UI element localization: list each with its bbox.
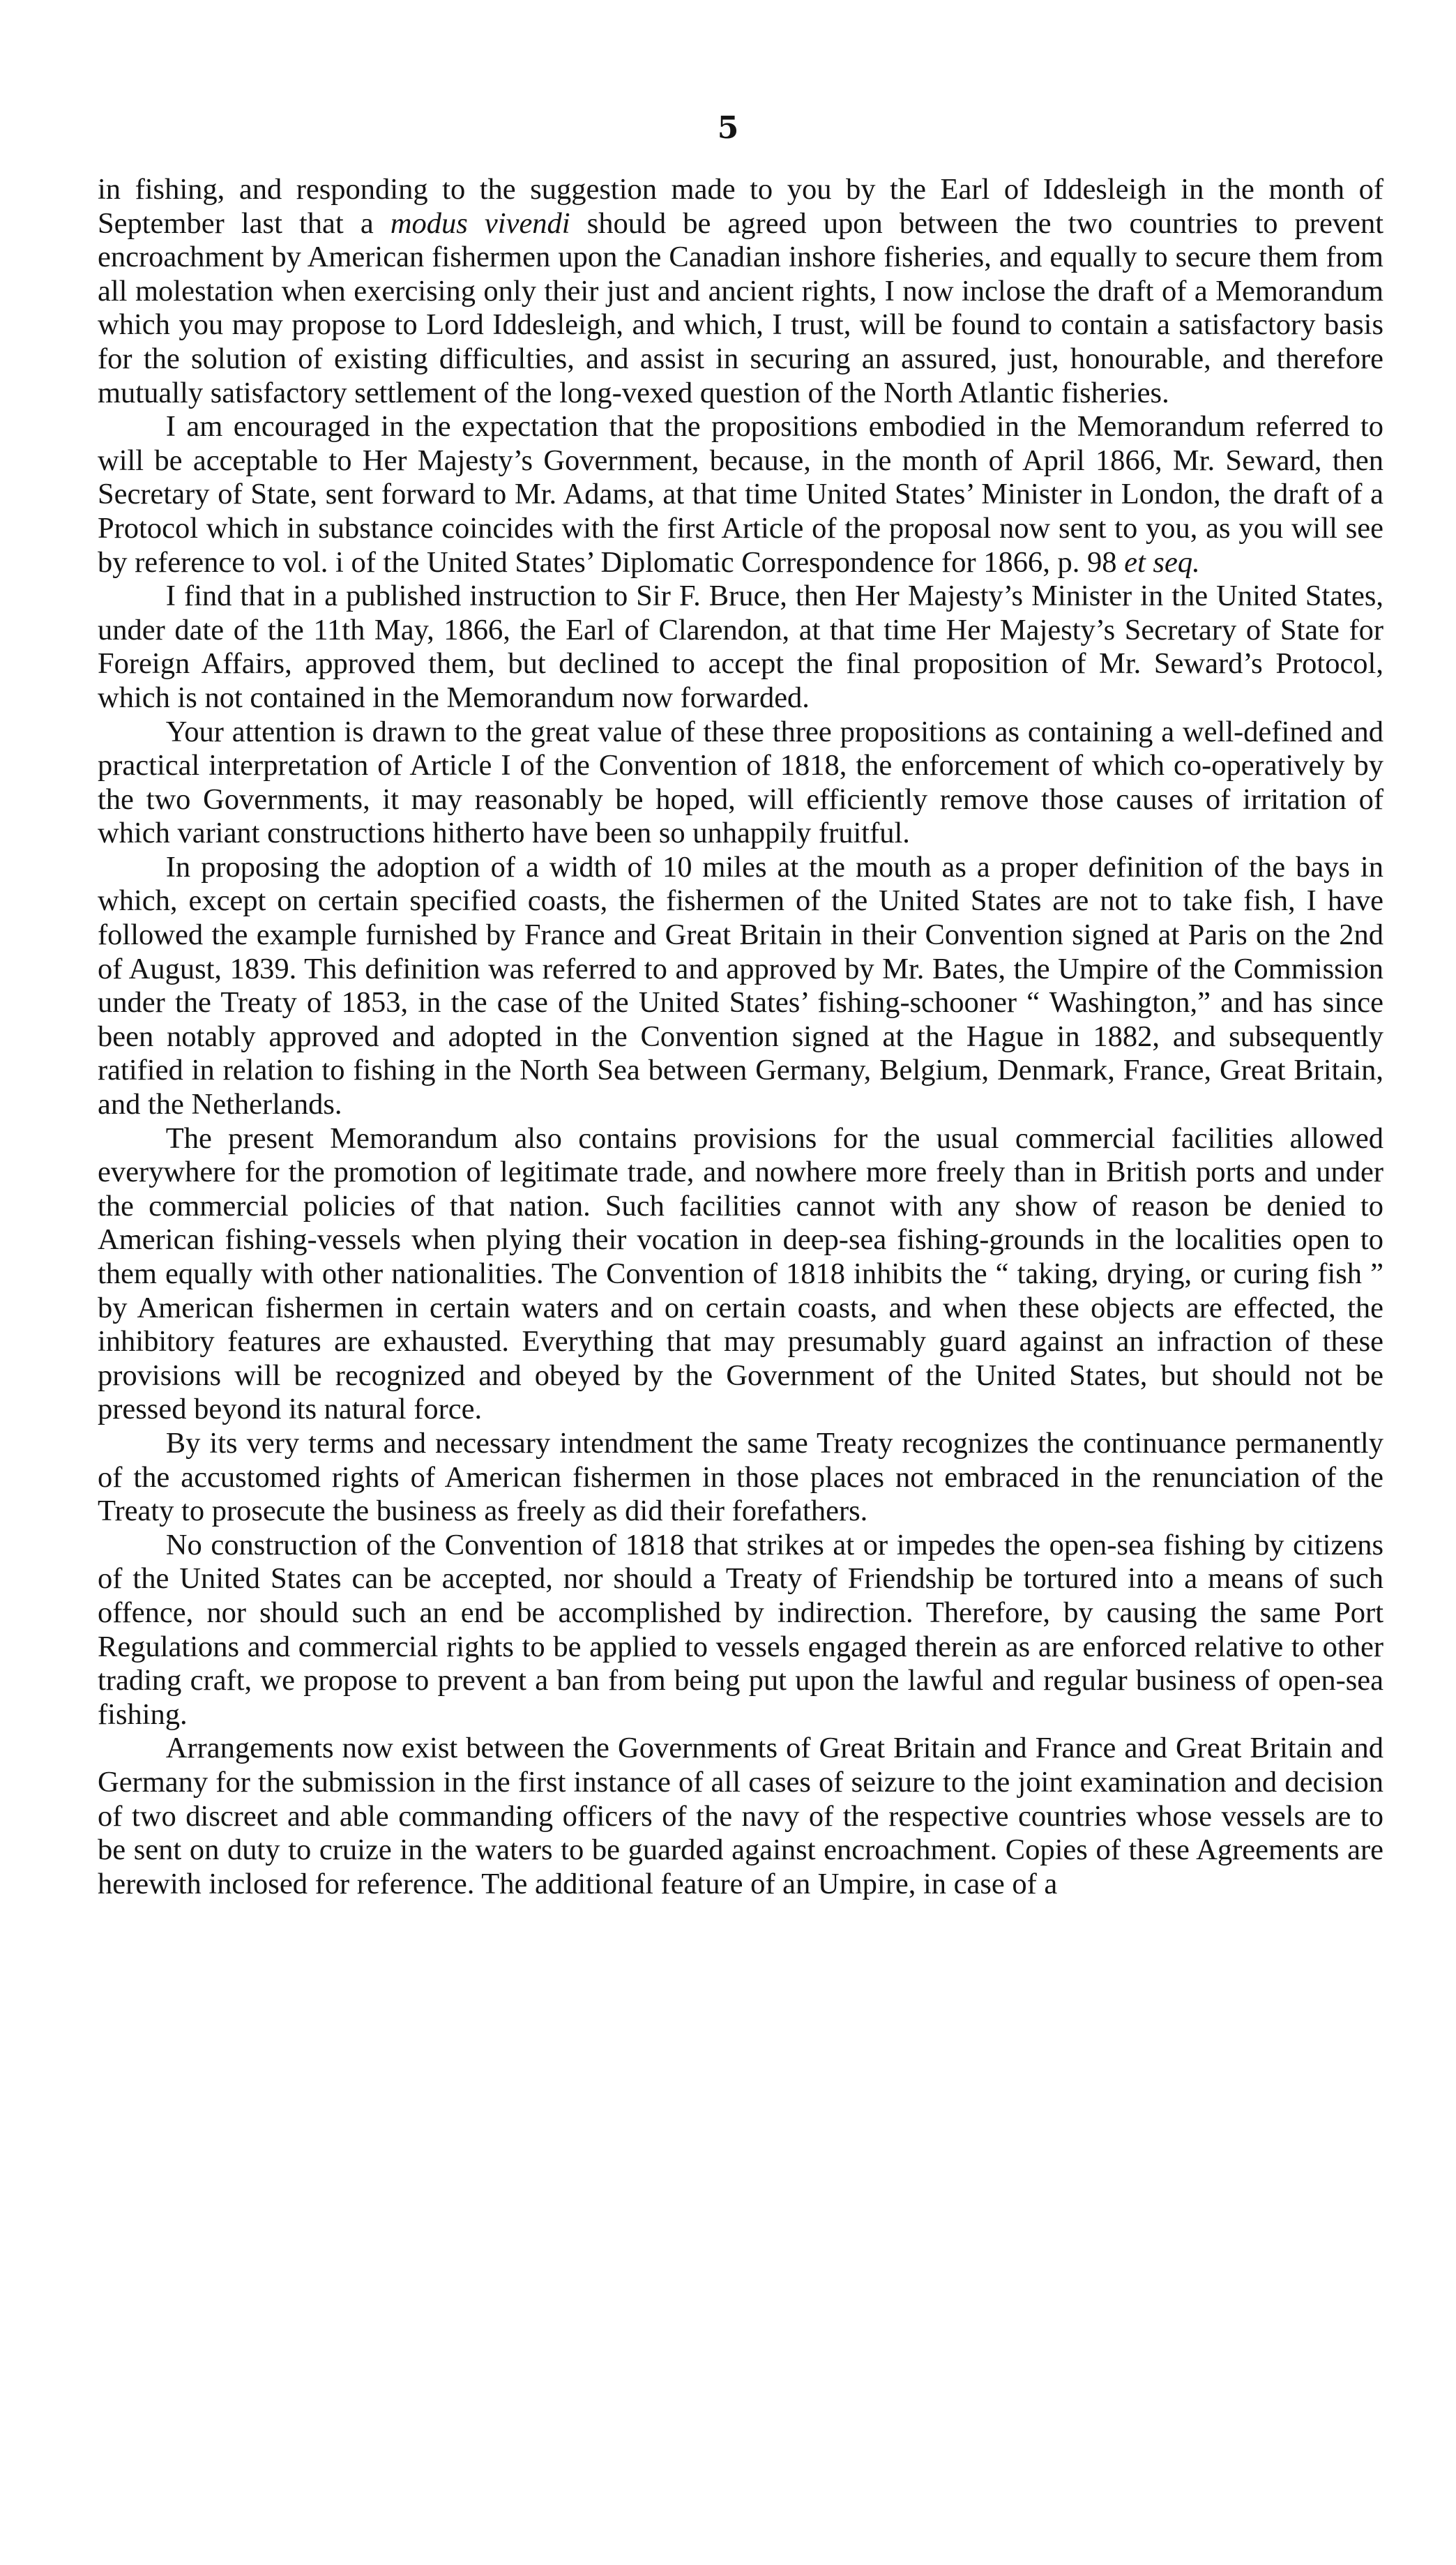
paragraph-7 <box>98 1427 1383 1529</box>
paragraph-2-emphasis: et seq. <box>1124 545 1200 579</box>
paragraph-6 <box>98 1122 1383 1427</box>
paragraph-9-text: Arrangements now exist between the Governments of Great Britain and France and Great Britain and Germany for the submission in the first instance of all cases of seizure to the joint examination and decision of two discreet and able commanding officers of the navy of the respective countries whose vessels are to be sent on duty to cruize in the waters to be guarded against encroachment. Copies of these Agreements are herewith inclosed for reference. The additional feature of an Umpire, in case of a <box>98 1732 1383 1900</box>
paragraph-3-text: I find that in a published instruction to Sir F. Bruce, then Her Majesty’s Minister in the United States, under date of the 11th May, 1866, the Earl of Clarendon, at that time Her Majesty’s Secretary of State for Foreign Affairs, approved them, but declined to accept the final proposition of Mr. Seward’s Protocol, which is not contained in the Memorandum now forwarded. <box>98 580 1383 714</box>
body-text <box>98 173 1383 1901</box>
paragraph-2 <box>98 410 1383 580</box>
paragraph-1 <box>98 173 1383 410</box>
paragraph-1-text-end: should be agreed upon between the two countries to prevent encroachment by American fishermen upon the Canadian inshore fisheries, and equally to secure them from all molestation when exercising only their just and ancient rights, I now inclose the draft of a Memorandum which you may propose to Lord Iddesleigh, and which, I trust, will be found to contain a satisfactory basis for the solution of existing difficulties, and assist in securing an assured, just, honourable, and therefore mutually satisfactory settlement of the long-vexed question of the North Atlantic fisheries. <box>98 206 1383 409</box>
paragraph-7-text: By its very terms and necessary intendment the same Treaty recognizes the continuance permanently of the accustomed rights of American fishermen in those places not embraced in the renunciation of the Treaty to prosecute the business as freely as did their forefathers. <box>98 1426 1383 1528</box>
paragraph-8-text: No construction of the Convention of 1818 that strikes at or impedes the open-sea fishing by citizens of the United States can be accepted, nor should a Treaty of Friendship be tortured into a means of such offence, nor should such an end be accomplished by indirection. Therefore, by causing the same Port Regulations and commercial rights to be applied to vessels engaged therein as are enforced relative to other trading craft, we propose to prevent a ban from being put upon the lawful and regular business of open-sea fishing. <box>98 1528 1383 1731</box>
paragraph-4 <box>98 716 1383 851</box>
paragraph-5-text: In proposing the adoption of a width of 10 miles at the mouth as a proper definition of the bays in which, except on certain specified coasts, the fishermen of the United States are not to take fish, I have followed the example furnished by France and Great Britain in their Convention signed at Paris on the 2nd of August, 1839. This definition was referred to and approved by Mr. Bates, the Umpire of the Commission under the Treaty of 1853, in the case of the United States’ fishing-schooner “ Washington,” and has since been notably approved and adopted in the Convention signed at the Hague in 1882, and subsequently ratified in relation to fishing in the North Sea between Germany, Belgium, Denmark, France, Great Britain, and the Netherlands. <box>98 850 1383 1121</box>
paragraph-1-emphasis: modus vivendi <box>390 206 570 240</box>
paragraph-4-text: Your attention is drawn to the great value of these three propositions as containing a well-defined and practical interpretation of Article I of the Convention of 1818, the enforcement of which co-operatively by the two Governments, it may reasonably be hoped, will efficiently remove those causes of irritation of which variant constructions hitherto have been so unhappily fruitful. <box>98 715 1383 850</box>
paragraph-9 <box>98 1732 1383 1901</box>
page-number: 5 <box>717 110 739 146</box>
paragraph-3 <box>98 580 1383 715</box>
paragraph-6-text: The present Memorandum also contains provisions for the usual commercial facilities allowed everywhere for the promotion of legitimate trade, and nowhere more freely than in British ports and under the commercial policies of that nation. Such facilities cannot with any show of reason be denied to American fishing-vessels when plying their vocation in deep-sea fishing-grounds in the localities open to them equally with other nationalities. The Convention of 1818 inhibits the “ taking, drying, or curing fish ” by American fishermen in certain waters and on certain coasts, and when these objects are effected, the inhibitory features are exhausted. Everything that may presumably guard against an infraction of these provisions will be recognized and obeyed by the Government of the United States, but should not be pressed beyond its natural force. <box>98 1121 1383 1426</box>
paragraph-5 <box>98 851 1383 1122</box>
paragraph-8 <box>98 1529 1383 1732</box>
paragraph-1-text: in fishing, and responding to the suggestion made to you by the Earl of Iddesleigh in the month of September last that a <box>98 173 1383 240</box>
paragraph-2-text: I am encouraged in the expectation that the propositions embodied in the Memorandum referred to will be acceptable to Her Majesty’s Government, because, in the month of April 1866, Mr. Seward, then Secretary of State, sent forward to Mr. Adams, at that time United States’ Minister in London, the draft of a Protocol which in substance coincides with the first Article of the proposal now sent to you, as you will see by reference to vol. i of the United States’ Diplomatic Correspondence for 1866, p. 98 <box>98 410 1383 579</box>
